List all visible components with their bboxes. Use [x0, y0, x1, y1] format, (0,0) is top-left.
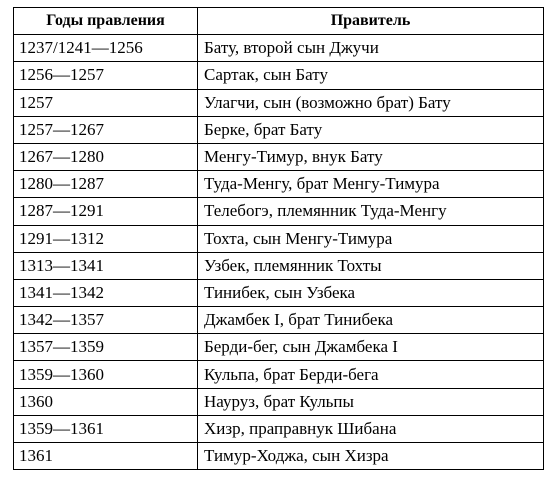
- cell-years: 1267—1280: [14, 143, 198, 170]
- cell-years: 1342—1357: [14, 307, 198, 334]
- header-row: [14, 8, 544, 35]
- cell-years: 1257—1267: [14, 116, 198, 143]
- cell-ruler: Улагчи, сын (возможно брат) Бату: [198, 89, 544, 116]
- table-row: [14, 361, 544, 388]
- table-body: [14, 35, 544, 470]
- cell-ruler: Узбек, племянник Тохты: [198, 252, 544, 279]
- cell-ruler: Науруз, брат Кульпы: [198, 388, 544, 415]
- cell-years: 1341—1342: [14, 279, 198, 306]
- table-row: [14, 198, 544, 225]
- cell-years: 1313—1341: [14, 252, 198, 279]
- table-header: [14, 8, 544, 35]
- cell-years: 1287—1291: [14, 198, 198, 225]
- table-row: [14, 35, 544, 62]
- cell-ruler: Бату, второй сын Джучи: [198, 35, 544, 62]
- cell-ruler: Тимур-Ходжа, сын Хизра: [198, 443, 544, 470]
- cell-ruler: Кульпа, брат Берди-бега: [198, 361, 544, 388]
- table-row: [14, 334, 544, 361]
- cell-years: 1256—1257: [14, 62, 198, 89]
- cell-ruler: Берди-бег, сын Джамбека I: [198, 334, 544, 361]
- cell-years: 1257: [14, 89, 198, 116]
- cell-years: 1361: [14, 443, 198, 470]
- cell-ruler: Тинибек, сын Узбека: [198, 279, 544, 306]
- cell-ruler: Туда-Менгу, брат Менгу-Тимура: [198, 171, 544, 198]
- table-row: [14, 307, 544, 334]
- table-row: [14, 171, 544, 198]
- header-years: Годы правления: [14, 8, 198, 35]
- cell-ruler: Менгу-Тимур, внук Бату: [198, 143, 544, 170]
- table-row: [14, 89, 544, 116]
- cell-ruler: Телебогэ, племянник Туда-Менгу: [198, 198, 544, 225]
- cell-years: 1237/1241—1256: [14, 35, 198, 62]
- cell-years: 1280—1287: [14, 171, 198, 198]
- rulers-table: [13, 7, 544, 470]
- cell-ruler: Джамбек I, брат Тинибека: [198, 307, 544, 334]
- table-row: [14, 143, 544, 170]
- table-row: [14, 279, 544, 306]
- table-row: [14, 116, 544, 143]
- cell-years: 1360: [14, 388, 198, 415]
- cell-years: 1357—1359: [14, 334, 198, 361]
- table-row: [14, 415, 544, 442]
- table-row: [14, 388, 544, 415]
- cell-years: 1291—1312: [14, 225, 198, 252]
- table-row: [14, 62, 544, 89]
- cell-ruler: Сартак, сын Бату: [198, 62, 544, 89]
- cell-ruler: Тохта, сын Менгу-Тимура: [198, 225, 544, 252]
- cell-years: 1359—1361: [14, 415, 198, 442]
- cell-ruler: Хизр, праправнук Шибана: [198, 415, 544, 442]
- table-row: [14, 225, 544, 252]
- cell-years: 1359—1360: [14, 361, 198, 388]
- table-row: [14, 443, 544, 470]
- table-row: [14, 252, 544, 279]
- header-ruler: Правитель: [198, 8, 544, 35]
- cell-ruler: Берке, брат Бату: [198, 116, 544, 143]
